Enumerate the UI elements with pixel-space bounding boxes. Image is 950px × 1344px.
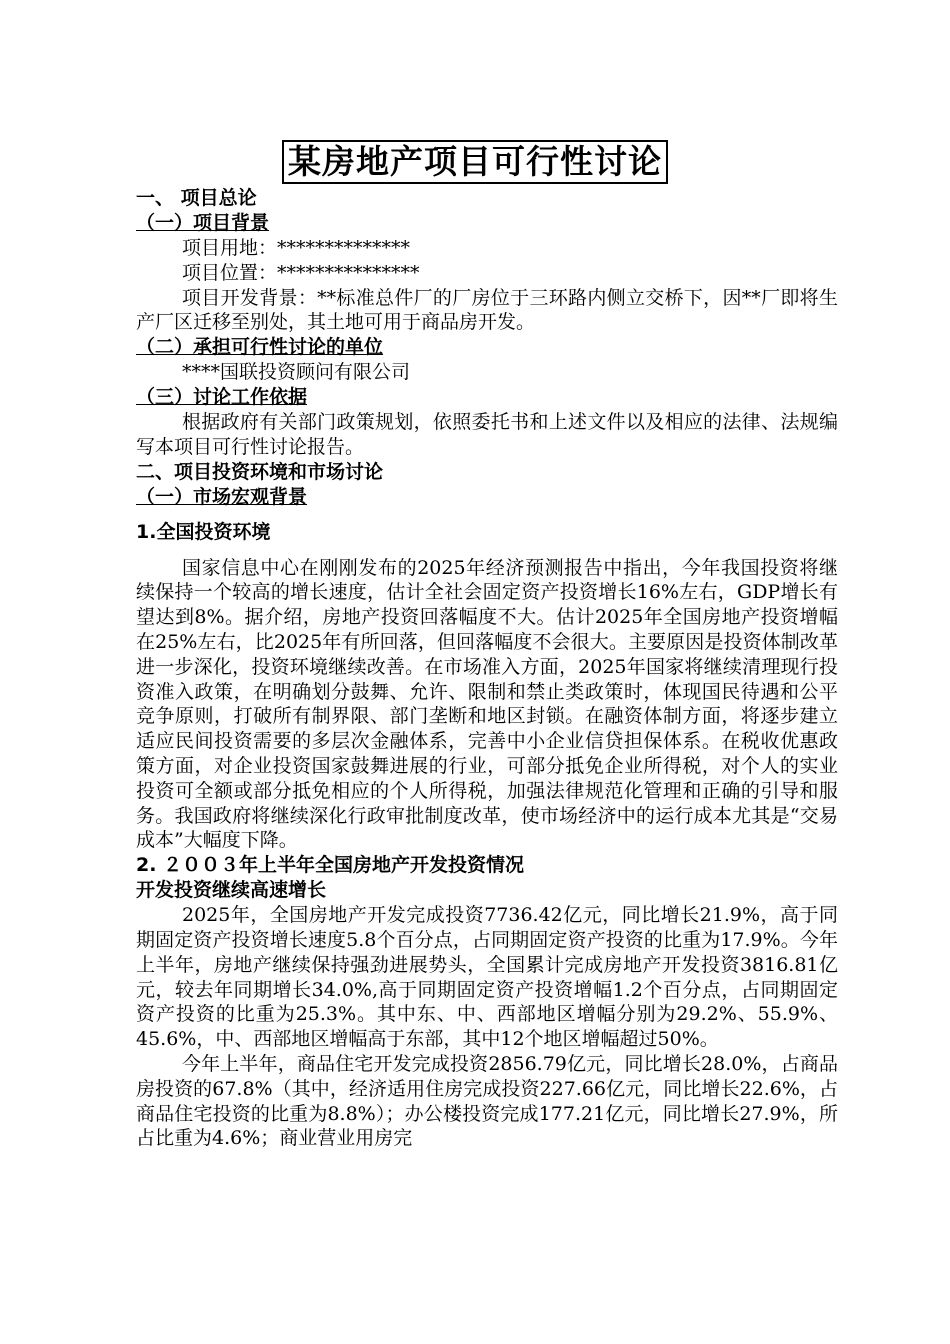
national-paragraph: 国家信息中心在刚刚发布的2025年经济预测报告中指出，今年我国投资将继续保持一个较高的增长速度，估计全社会固定资产投资增长16%左右，GDP增长有望达到8%。据介绍，房地产投资回落幅度不大。估计2025年全国房地产投资增幅在25%左右，比2025年有所回落，但回落幅度不会很大。主要原因是投资体制改革进一步深化，投资环境继续改善。在市场准入方面，2025年国家将继续清理现行投资准入政策，在明确划分鼓舞、允许、限制和禁止类政策时，体现国民待遇和公平竞争原则，打破所有制界限、部门垄断和地区封锁。在融资体制方面，将逐步建立适应民间投资需要的多层次金融体系，完善中小企业信贷担保体系。在税收优惠政策方面，对企业投资国家鼓舞进展的行业，可部分抵免企业所得税，对个人的实业投资可全额或部分抵免相应的个人所得税，加强法律规范化管理和正确的引导和服务。我国政府将继续深化行政审批制度改革，使市场经济中的运行成本尤其是“交易成本”大幅度下降。 — [136, 556, 838, 852]
growth-paragraph-2: 今年上半年，商品住宅开发完成投资2856.79亿元，同比增长28.0%，占商品房投资的67.8%（其中，经济适用住房完成投资227.66亿元，同比增长22.6%，占商品住宅投资的比重为8.8%）；办公楼投资完成177.21亿元，同比增长27.9%，所占比重为4.6%；商业营业用房完 — [136, 1052, 838, 1150]
section-heading-overview: 一、 项目总论 — [136, 187, 257, 209]
subheading-unit: （二）承担可行性讨论的单位 — [136, 336, 384, 359]
heading-2003-investment: 2. ２００３年上半年全国房地产开发投资情况 — [136, 854, 525, 877]
basis-paragraph: 根据政府有关部门政策规划，依照委托书和上述文件以及相应的法律、法规编写本项目可行性讨论报告。 — [136, 410, 838, 458]
document-title: 某房地产项目可行性讨论 — [282, 140, 668, 184]
location-line: 项目位置：*************** — [182, 261, 420, 284]
heading-growth: 开发投资继续高速增长 — [136, 879, 327, 902]
subheading-macro: （一）市场宏观背景 — [136, 485, 308, 508]
land-line: 项目用地：************** — [182, 237, 411, 259]
title-wrap — [0, 140, 950, 184]
subheading-background: （一）项目背景 — [136, 212, 270, 234]
document-body — [136, 186, 838, 1151]
company-line: ****国联投资顾问有限公司 — [182, 361, 411, 384]
heading-national-investment: 1.全国投资环境 — [136, 520, 271, 543]
background-paragraph: 项目开发背景：**标准总件厂的厂房位于三环路内侧立交桥下，因**厂即将生产厂区迁移至别处，其土地可用于商品房开发。 — [136, 286, 838, 334]
subheading-basis: （三）讨论工作依据 — [136, 385, 308, 408]
section-heading-market: 二、项目投资环境和市场讨论 — [136, 460, 384, 483]
growth-paragraph-1: 2025年，全国房地产开发完成投资7736.42亿元，同比增长21.9%，高于同期固定资产投资增长速度5.8个百分点，占同期固定资产投资的比重为17.9%。今年上半年，房地产继续保持强劲进展势头，全国累计完成房地产开发投资3816.81亿元，较去年同期增长34.0%,高于同期固定资产投资增幅1.2个百分点，占同期固定资产投资的比重为25.3%。其中东、中、西部地区增幅分别为29.2%、55.9%、45.6%，中、西部地区增幅高于东部，其中12个地区增幅超过50%。 — [136, 904, 838, 1051]
